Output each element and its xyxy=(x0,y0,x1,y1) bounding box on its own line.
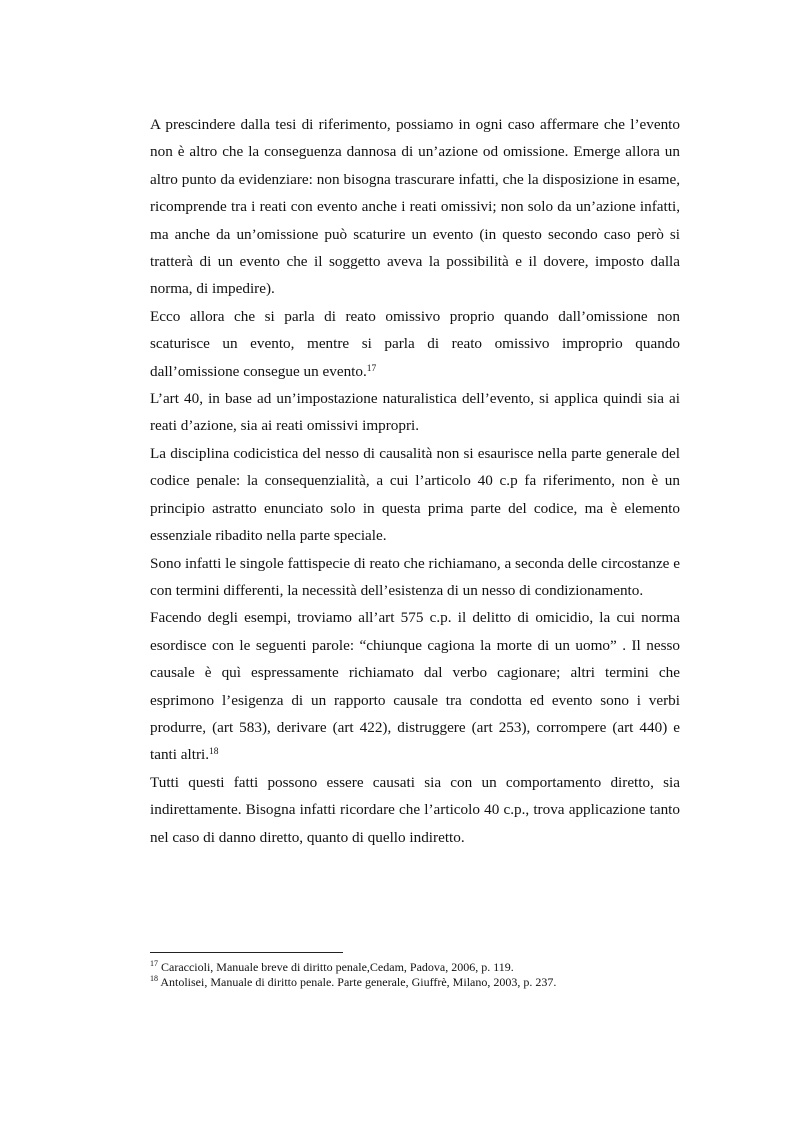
paragraph xyxy=(150,550,680,605)
footnote-number: 18 xyxy=(150,974,158,984)
paragraph-text: Sono infatti le singole fattispecie di reato che richiamano, a seconda delle circostanze e con termini differenti, la necessità dell’esistenza di un nesso di condizionamento. xyxy=(150,554,680,599)
footnotes xyxy=(150,960,690,990)
paragraph xyxy=(150,769,680,851)
paragraph xyxy=(150,385,680,440)
paragraph xyxy=(150,604,680,768)
paragraph-text: Ecco allora che si parla di reato omissivo proprio quando dall’omissione non scaturisce un evento, mentre si parla di reato omissivo improprio quando dall’omissione consegue un evento. xyxy=(150,307,680,380)
paragraph xyxy=(150,440,680,550)
footnote-text: Caraccioli, Manuale breve di diritto penale,Cedam, Padova, 2006, p. 119. xyxy=(161,960,514,974)
footnote xyxy=(150,960,690,975)
paragraph-text: A prescindere dalla tesi di riferimento, possiamo in ogni caso affermare che l’evento non è altro che la conseguenza dannosa di un’azione od omissione. Emerge allora un altro punto da evidenziare: non bisogna trascurare infatti, che la disposizione in esame, ricomprende tra i reati con evento anche i reati omissivi; non solo da un’azione infatti, ma anche da un’omissione può scaturire un evento (in questo secondo caso però si tratterà di un evento che il soggetto aveva la possibilità e il dovere, imposto dalla norma, di impedire). xyxy=(150,116,680,298)
footnote-text: Antolisei, Manuale di diritto penale. Parte generale, Giuffrè, Milano, 2003, p. 237. xyxy=(158,975,557,989)
paragraph xyxy=(150,303,680,385)
footnote-separator xyxy=(150,952,343,953)
paragraph-text: Facendo degli esempi, troviamo all’art 575 c.p. il delitto di omicidio, la cui norma esordisce con le seguenti parole: “chiunque cagiona la morte di un uomo” . Il nesso causale è quì espressamente richiamato dal verbo cagionare; altri termini che esprimono l’esigenza di un rapporto causale tra condotta ed evento sono i verbi produrre, (art 583), derivare (art 422), distruggere (art 253), corrompere (art 440) e tanti altri. xyxy=(150,609,680,764)
footnote-ref: 18 xyxy=(209,747,219,758)
footnote xyxy=(150,975,690,990)
footnote-ref: 17 xyxy=(366,363,377,374)
paragraph-text: L’art 40, in base ad un’impostazione naturalistica dell’evento, si applica quindi sia ai reati d’azione, sia ai reati omissivi impropri. xyxy=(150,390,680,435)
body-text xyxy=(150,111,680,851)
paragraph-text: Tutti questi fatti possono essere causati sia con un comportamento diretto, sia indirettamente. Bisogna infatti ricordare che l’articolo 40 c.p., trova applicazione tanto nel caso di danno diretto, quanto di quello indiretto. xyxy=(150,773,680,846)
footnote-number: 17 xyxy=(150,959,158,969)
page-body xyxy=(150,111,680,851)
paragraph xyxy=(150,111,680,303)
paragraph-text: La disciplina codicistica del nesso di causalità non si esaurisce nella parte generale del codice penale: la consequenzialità, a cui l’articolo 40 c.p fa riferimento, non è un principio astratto enunciato solo in questa prima parte del codice, ma è elemento essenziale ribadito nella parte speciale. xyxy=(150,444,680,545)
